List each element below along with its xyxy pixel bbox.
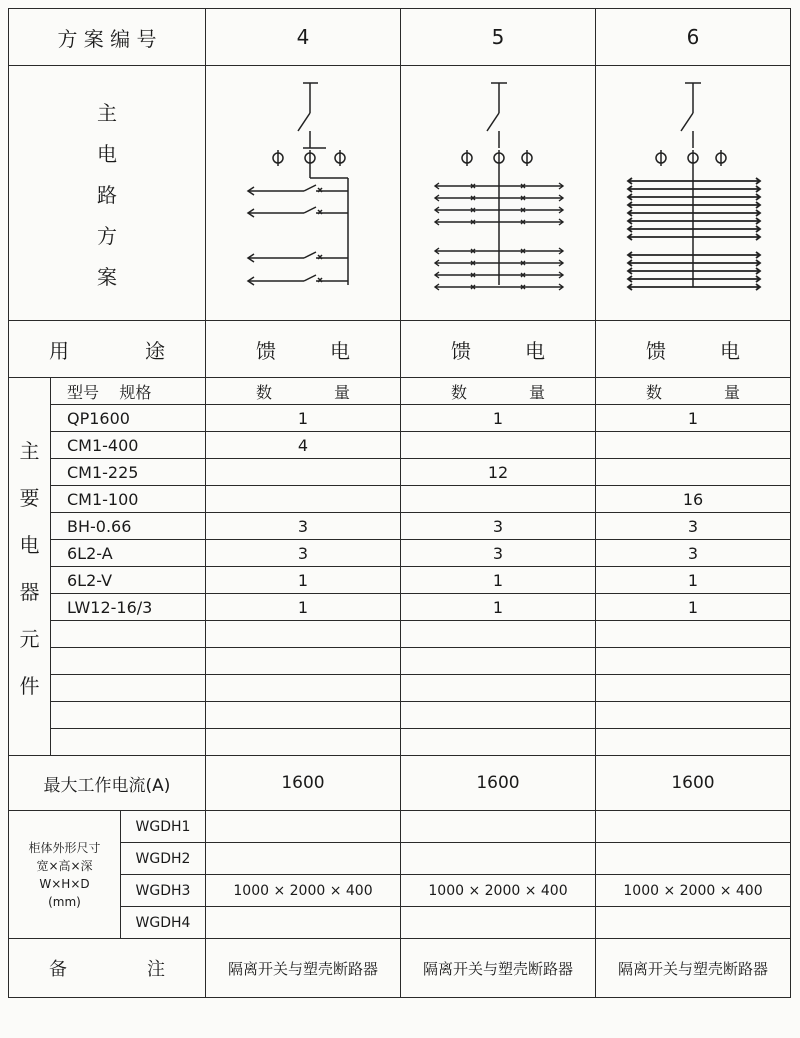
component-qty: 1	[401, 567, 596, 594]
component-qty: 1	[596, 405, 791, 432]
dimension-value	[401, 907, 596, 939]
component-row-empty	[9, 729, 791, 756]
main-circuit-char: 方	[97, 223, 117, 248]
circuit-diagram-4	[206, 66, 401, 321]
dimension-row	[9, 811, 791, 843]
dimension-value	[596, 811, 791, 843]
qty-header-char: 量	[723, 382, 740, 402]
notes-label-a: 备	[49, 959, 67, 980]
dimension-label-line: 宽×高×深	[36, 858, 93, 873]
usage-label-b: 途	[145, 338, 165, 363]
notes-row	[9, 939, 791, 998]
components-side-char: 电	[19, 532, 40, 557]
usage-row	[9, 321, 791, 378]
component-qty: 12	[401, 459, 596, 486]
component-qty: 1	[401, 405, 596, 432]
usage-char: 电	[525, 338, 545, 363]
dimension-value: 1000 × 2000 × 400	[401, 875, 596, 907]
component-qty	[206, 486, 401, 513]
component-name: 6L2-V	[51, 567, 206, 594]
component-name: CM1-100	[51, 486, 206, 513]
component-qty	[596, 432, 791, 459]
circuit-diagram-5	[401, 66, 596, 321]
circuit-diagram-4-svg	[208, 73, 398, 313]
component-qty: 1	[401, 594, 596, 621]
component-row-empty	[9, 648, 791, 675]
components-model-spec-header	[51, 378, 206, 405]
main-circuit-char: 主	[97, 100, 117, 125]
component-qty: 3	[401, 513, 596, 540]
max-current-5: 1600	[401, 756, 596, 811]
qty-header-char: 量	[333, 382, 350, 402]
dimension-value	[401, 843, 596, 875]
component-row	[9, 432, 791, 459]
usage-char: 馈	[451, 338, 471, 363]
components-side-char: 要	[19, 485, 40, 510]
component-row	[9, 513, 791, 540]
scheme-number-label: 方 案 编 号	[9, 9, 206, 66]
dimension-model: WGDH3	[121, 875, 206, 907]
usage-char: 电	[720, 338, 740, 363]
max-current-row	[9, 756, 791, 811]
dimension-label	[9, 811, 121, 939]
component-row-empty	[9, 702, 791, 729]
dimension-value	[401, 811, 596, 843]
dimension-value	[206, 811, 401, 843]
component-name: CM1-400	[51, 432, 206, 459]
components-side-char: 元	[19, 626, 40, 651]
dimension-model: WGDH4	[121, 907, 206, 939]
scheme-number-5: 5	[401, 9, 596, 66]
component-qty	[596, 459, 791, 486]
max-current-6: 1600	[596, 756, 791, 811]
component-qty: 3	[596, 540, 791, 567]
usage-char: 馈	[646, 338, 666, 363]
component-qty: 16	[596, 486, 791, 513]
usage-label-a: 用	[49, 338, 69, 363]
max-current-4: 1600	[206, 756, 401, 811]
usage-4	[206, 321, 401, 378]
usage-char: 电	[330, 338, 350, 363]
dimension-row	[9, 907, 791, 939]
qty-header-char: 数	[256, 382, 273, 402]
circuit-diagram-6-svg	[598, 73, 788, 313]
qty-header-char: 量	[528, 382, 545, 402]
dimension-label-line: 柜体外形尺寸	[28, 840, 101, 855]
components-side-char: 器	[19, 579, 40, 604]
qty-header-6	[596, 378, 791, 405]
component-name: QP1600	[51, 405, 206, 432]
dimension-value: 1000 × 2000 × 400	[596, 875, 791, 907]
dimension-row	[9, 875, 791, 907]
component-qty: 1	[206, 405, 401, 432]
component-qty	[401, 486, 596, 513]
qty-header-char: 数	[451, 382, 468, 402]
notes-label	[9, 939, 206, 998]
component-row	[9, 459, 791, 486]
max-current-label: 最大工作电流(A)	[9, 756, 206, 811]
component-qty: 3	[401, 540, 596, 567]
dimension-label-line: (mm)	[48, 894, 81, 909]
components-header-row	[9, 378, 791, 405]
circuit-diagram-5-svg	[403, 73, 593, 313]
usage-6	[596, 321, 791, 378]
component-row	[9, 567, 791, 594]
spec-header: 规格	[119, 382, 152, 402]
dimension-label-line: W×H×D	[39, 876, 90, 891]
component-row-empty	[9, 621, 791, 648]
component-name: BH-0.66	[51, 513, 206, 540]
component-row-empty	[9, 675, 791, 702]
dimension-value	[206, 907, 401, 939]
scheme-table	[8, 8, 791, 998]
dimension-row	[9, 843, 791, 875]
qty-header-4	[206, 378, 401, 405]
component-row	[9, 594, 791, 621]
model-header: 型号	[67, 382, 100, 402]
dimension-value	[596, 907, 791, 939]
main-circuit-char: 电	[97, 141, 117, 166]
dimension-value	[206, 843, 401, 875]
qty-header-char: 数	[646, 382, 663, 402]
component-name: 6L2-A	[51, 540, 206, 567]
component-qty: 1	[596, 567, 791, 594]
component-qty: 3	[206, 540, 401, 567]
notes-5: 隔离开关与塑壳断路器	[401, 939, 596, 998]
scheme-number-6: 6	[596, 9, 791, 66]
dimension-value	[596, 843, 791, 875]
main-circuit-row	[9, 66, 791, 321]
component-name: LW12-16/3	[51, 594, 206, 621]
component-row	[9, 486, 791, 513]
component-row	[9, 405, 791, 432]
dimension-model: WGDH2	[121, 843, 206, 875]
main-circuit-char: 路	[97, 182, 117, 207]
scheme-number-4: 4	[206, 9, 401, 66]
components-side-char: 件	[19, 673, 40, 698]
component-qty	[206, 459, 401, 486]
component-qty	[401, 432, 596, 459]
notes-4: 隔离开关与塑壳断路器	[206, 939, 401, 998]
component-qty: 1	[596, 594, 791, 621]
dimension-model: WGDH1	[121, 811, 206, 843]
component-qty: 3	[596, 513, 791, 540]
notes-label-b: 注	[147, 959, 165, 980]
usage-label	[9, 321, 206, 378]
components-side-label	[9, 378, 51, 756]
component-name: CM1-225	[51, 459, 206, 486]
component-qty: 4	[206, 432, 401, 459]
circuit-diagram-6	[596, 66, 791, 321]
main-circuit-label	[9, 66, 206, 321]
component-qty: 1	[206, 594, 401, 621]
dimension-value: 1000 × 2000 × 400	[206, 875, 401, 907]
component-qty: 1	[206, 567, 401, 594]
component-row	[9, 540, 791, 567]
usage-char: 馈	[256, 338, 276, 363]
main-circuit-char: 案	[97, 264, 117, 289]
usage-5	[401, 321, 596, 378]
component-qty: 3	[206, 513, 401, 540]
qty-header-5	[401, 378, 596, 405]
scheme-number-row	[9, 9, 791, 66]
components-side-char: 主	[19, 438, 40, 463]
notes-6: 隔离开关与塑壳断路器	[596, 939, 791, 998]
